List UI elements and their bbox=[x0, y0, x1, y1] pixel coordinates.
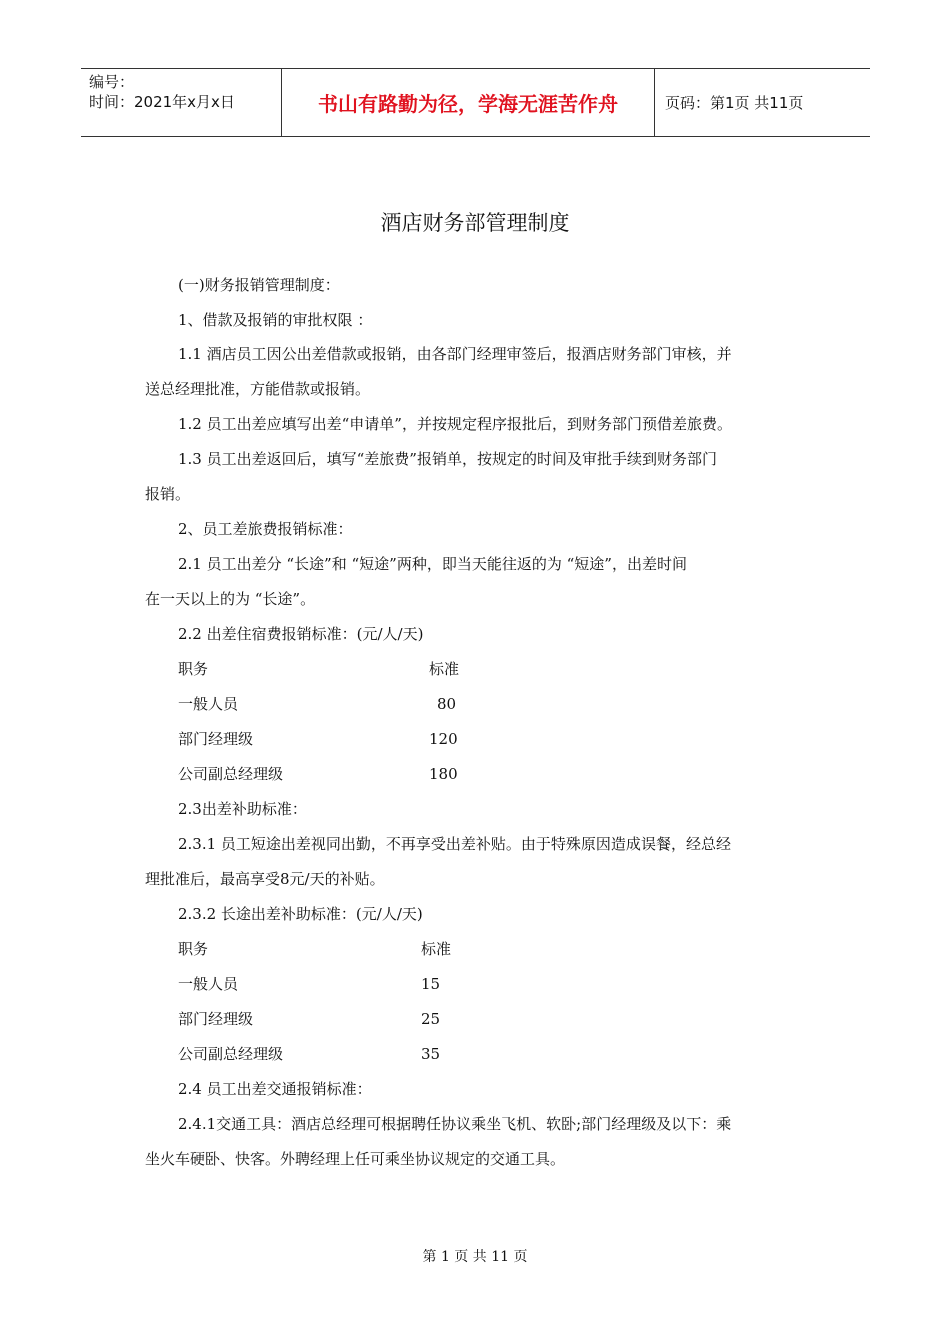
paragraph-cont: 在一天以上的为 “长途”。 bbox=[145, 590, 316, 608]
document-title: 酒店财务部管理制度 bbox=[380, 211, 570, 235]
lodging-row-value: 80 bbox=[437, 695, 457, 713]
paragraph-cont: 理批准后，最高享受8元/天的补贴。 bbox=[145, 870, 385, 888]
lodging-row-role: 部门经理级 bbox=[178, 730, 254, 748]
number-label: 编号： bbox=[89, 73, 135, 91]
header-meta-cell bbox=[81, 69, 282, 136]
paragraph: 1、借款及报销的审批权限 ： bbox=[178, 311, 373, 329]
motto-text: 书山有路勤为径，学海无涯苦作舟 bbox=[318, 92, 618, 116]
paragraph: 2.3.2 长途出差补助标准：(元/人/天) bbox=[178, 905, 423, 923]
paragraph-cont: 送总经理批准，方能借款或报销。 bbox=[145, 380, 371, 398]
allowance-row-value: 25 bbox=[421, 1010, 441, 1028]
page-footer: 第 1 页 共 11 页 bbox=[422, 1249, 528, 1265]
allowance-row-value: 15 bbox=[421, 975, 441, 993]
lodging-row-value: 180 bbox=[429, 765, 458, 783]
allowance-head-role: 职务 bbox=[178, 940, 209, 958]
paragraph: 2、员工差旅费报销标准： bbox=[178, 520, 353, 538]
lodging-row-role: 公司副总经理级 bbox=[178, 765, 284, 783]
paragraph: 1.3 员工出差返回后，填写“差旅费”报销单，按规定的时间及审批手续到财务部门 bbox=[178, 450, 717, 468]
allowance-head-standard: 标准 bbox=[421, 940, 452, 958]
header-page-cell bbox=[655, 69, 870, 136]
allowance-row-value: 35 bbox=[421, 1045, 441, 1063]
paragraph: 2.4 员工出差交通报销标准： bbox=[178, 1080, 372, 1098]
paragraph: 1.1 酒店员工因公出差借款或报销，由各部门经理审签后，报酒店财务部门审核，并 bbox=[178, 345, 732, 363]
header-table bbox=[81, 68, 870, 137]
paragraph: 2.1 员工出差分 “长途”和 “短途”两种，即当天能往返的为 “短途”，出差时间 bbox=[178, 555, 687, 573]
allowance-row-role: 公司副总经理级 bbox=[178, 1045, 284, 1063]
paragraph: 2.2 出差住宿费报销标准：(元/人/天) bbox=[178, 625, 424, 643]
allowance-row-role: 部门经理级 bbox=[178, 1010, 254, 1028]
paragraph: 2.4.1交通工具：酒店总经理可根据聘任协议乘坐飞机、软卧;部门经理级及以下：乘 bbox=[178, 1115, 732, 1133]
lodging-head-role: 职务 bbox=[178, 660, 209, 678]
page-info: 页码：第1页 共11页 bbox=[665, 94, 804, 112]
lodging-row-role: 一般人员 bbox=[178, 695, 239, 713]
paragraph: 2.3出差补助标准： bbox=[178, 800, 307, 818]
time-label: 时间：2021年x月x日 bbox=[89, 93, 235, 111]
paragraph-cont: 坐火车硬卧、快客。外聘经理上任可乘坐协议规定的交通工具。 bbox=[145, 1150, 566, 1168]
allowance-row-role: 一般人员 bbox=[178, 975, 239, 993]
lodging-head-standard: 标准 bbox=[429, 660, 460, 678]
header-motto-cell bbox=[282, 69, 655, 136]
paragraph-cont: 报销。 bbox=[145, 485, 191, 503]
paragraph: 2.3.1 员工短途出差视同出勤，不再享受出差补贴。由于特殊原因造成误餐，经总经 bbox=[178, 835, 731, 853]
lodging-row-value: 120 bbox=[429, 730, 458, 748]
section-heading: (一)财务报销管理制度： bbox=[178, 276, 340, 294]
paragraph: 1.2 员工出差应填写出差“申请单”，并按规定程序报批后，到财务部门预借差旅费。 bbox=[178, 415, 732, 433]
